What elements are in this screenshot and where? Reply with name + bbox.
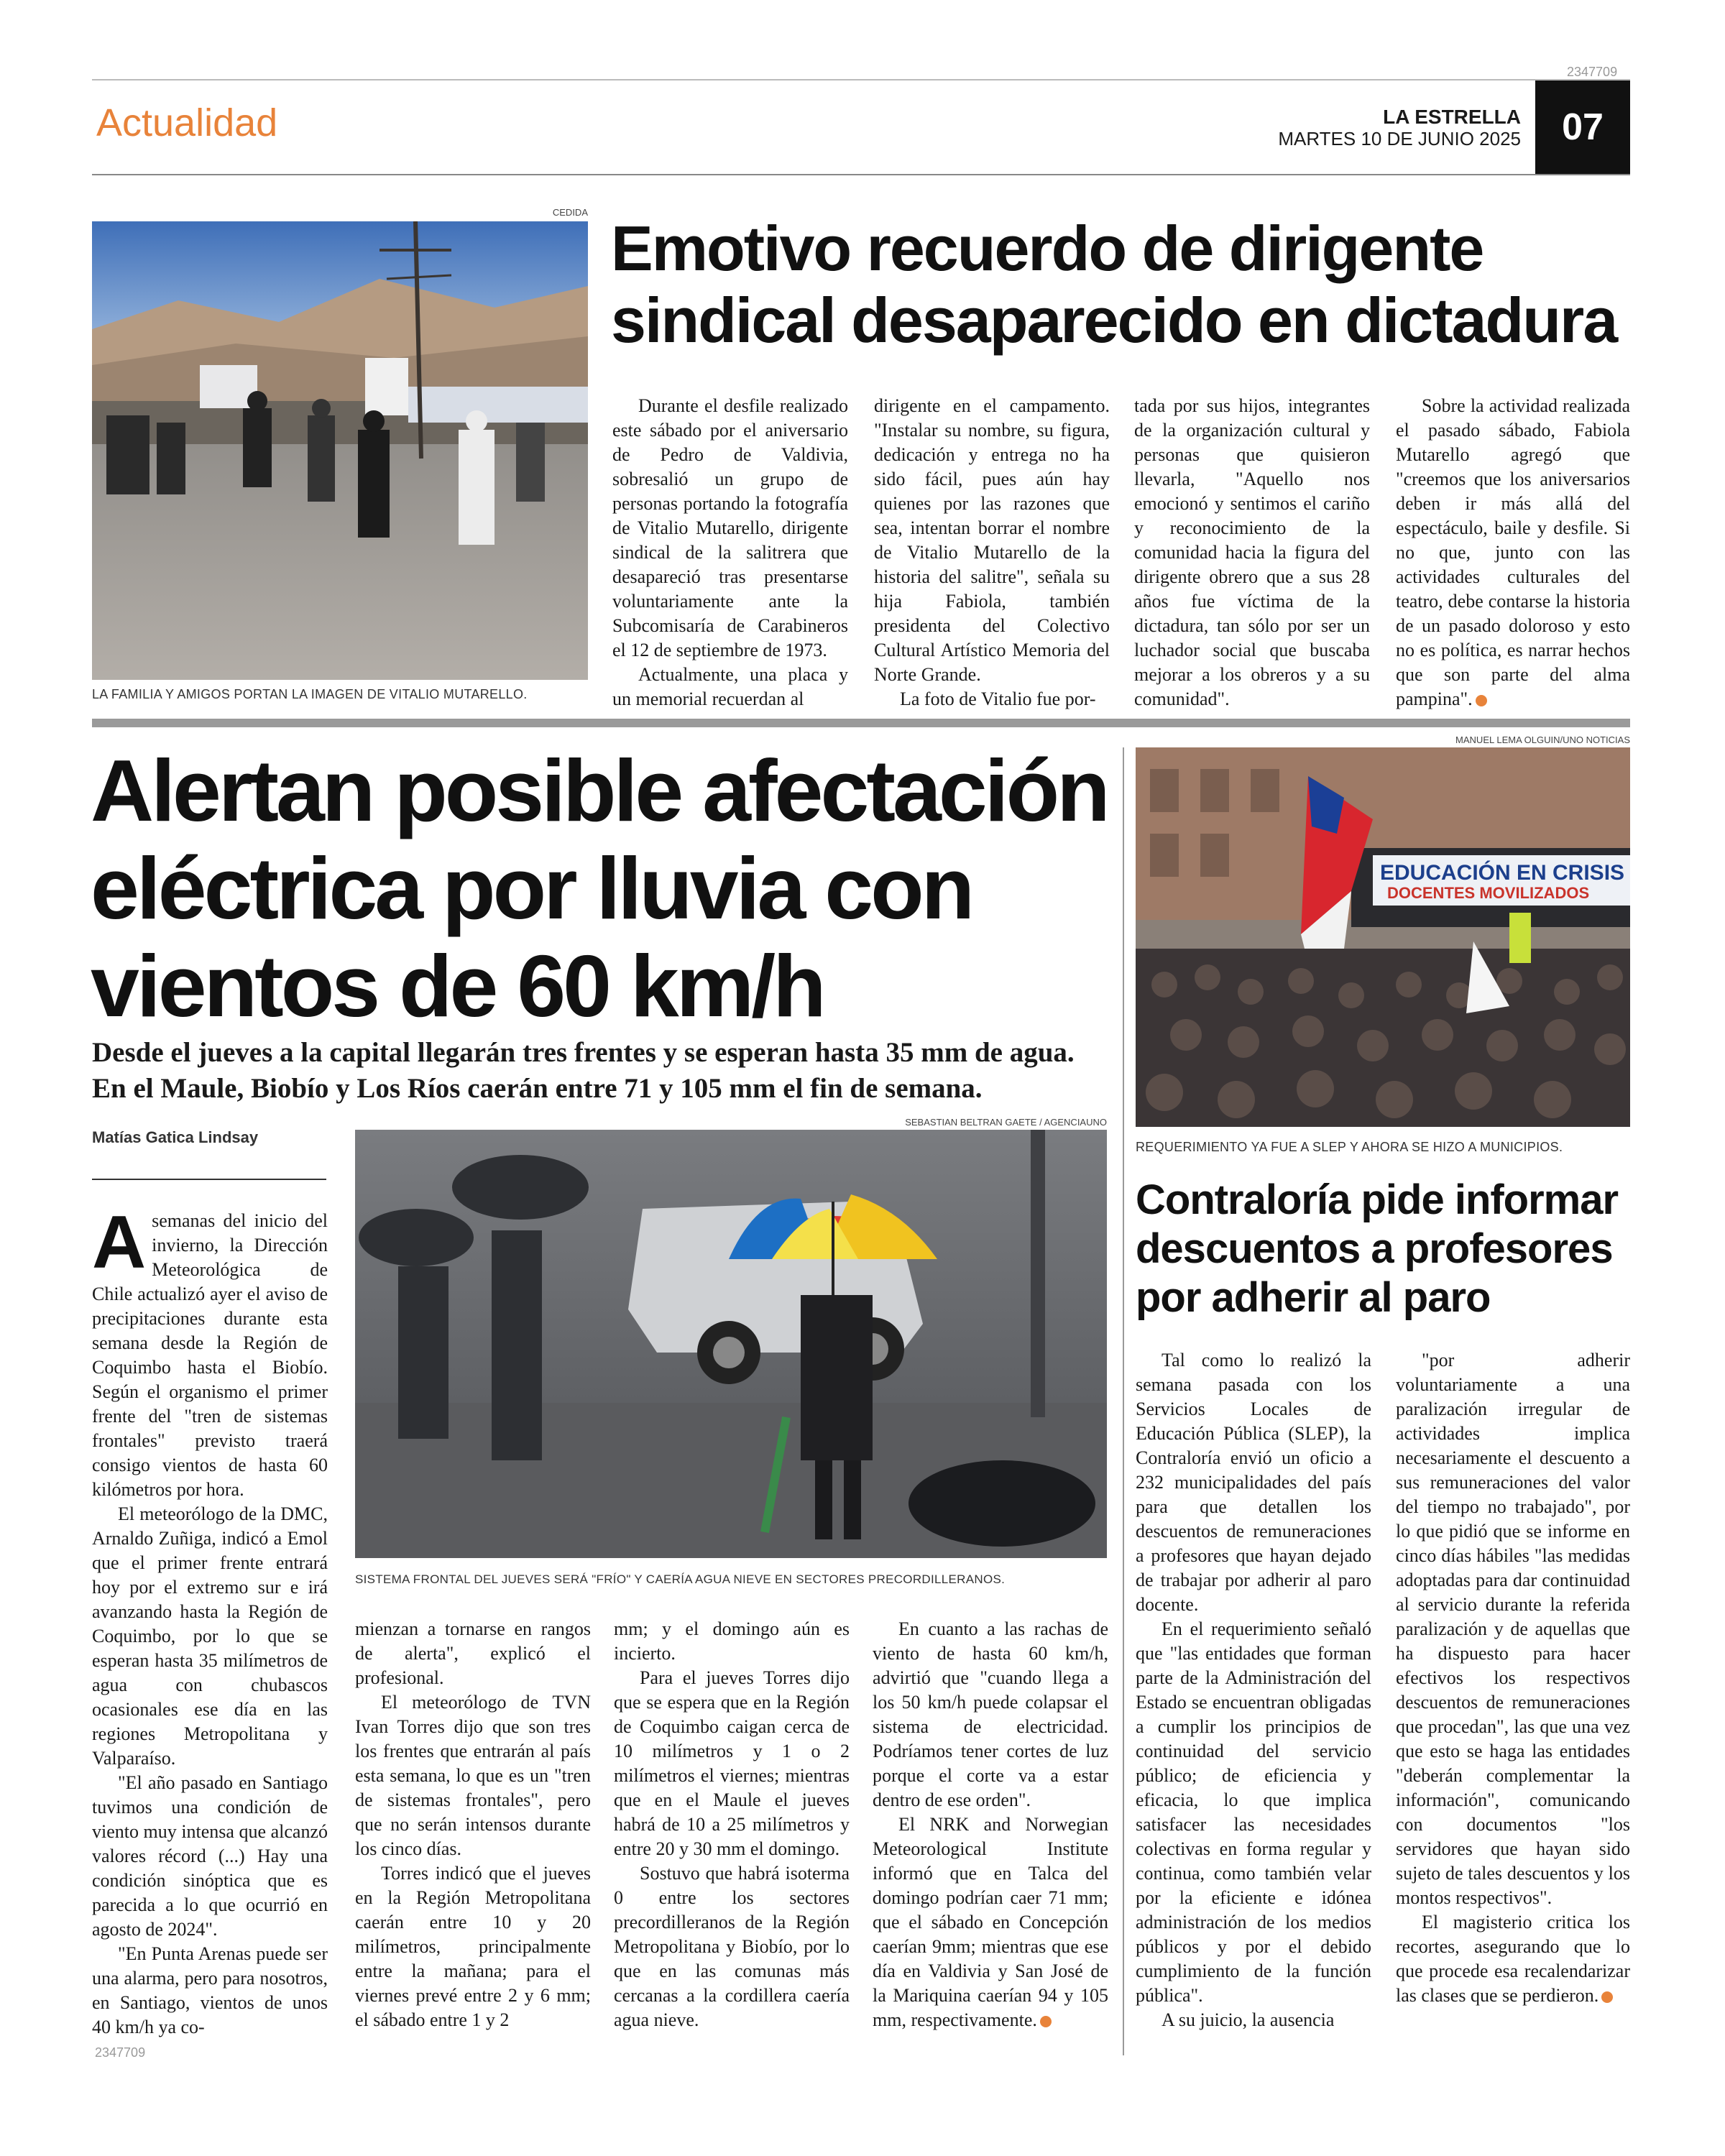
story1-photo-credit: CEDIDA <box>552 207 588 218</box>
header-top-rule <box>92 79 1630 80</box>
story2-paragraph: El meteorólogo de TVN Ivan Torres dijo que son tres los frentes que entrarán al país esta semana, lo que es un "tren de sistemas frontales", pero que no serán intensos durante los cinco días. <box>355 1692 591 1859</box>
story2-photo-credit: SEBASTIAN BELTRAN GAETE / AGENCIAUNO <box>905 1117 1107 1128</box>
story1-paragraph: La foto de Vitalio fue por- <box>900 688 1096 709</box>
story2-headline-line2: eléctrica por lluvia con <box>91 839 972 937</box>
story3-paragraph: Tal como lo realizó la semana pasada con los Servicios Locales de Educación Pública (SLEP), la Contraloría envió un oficio a 232 municipalidades del país para que detallen los descuentos de remuneraciones a profesores que hayan dejado de trabajar por adherir al paro docente. <box>1136 1350 1371 1615</box>
story3-photo <box>1136 747 1630 1127</box>
story1-headline-line2: sindical desaparecido en dictadura <box>611 285 1617 356</box>
story2-paragraph: mienzan a tornarse en rangos de alerta", explicó el profesional. <box>355 1618 591 1688</box>
banner-text-line1: EDUCACIÓN EN CRISIS <box>1380 861 1625 885</box>
story3-headline <box>1136 1176 1618 1322</box>
story2-caption: SISTEMA FRONTAL DEL JUEVES SERÁ "FRÍO" Y CAERÍA AGUA NIEVE EN SECTORES PRECORDILLERANOS. <box>355 1572 1006 1586</box>
story3-photo-credit: MANUEL LEMA OLGUIN/UNO NOTICIAS <box>1455 734 1630 745</box>
story1-column-3 <box>1134 394 1370 711</box>
story2-headline-line1: Alertan posible afectación <box>91 742 1108 839</box>
byline-rule <box>92 1179 326 1180</box>
story3-headline-line2: descuentos a profesores <box>1136 1225 1613 1272</box>
story3-headline-line3: por adherir al paro <box>1136 1274 1491 1321</box>
story1-paragraph: Actualmente, una placa y un memorial recuerdan al <box>612 664 848 709</box>
column-divider <box>1123 747 1124 2055</box>
end-mark-icon <box>1040 2016 1052 2027</box>
story2-column-3 <box>614 1617 850 2032</box>
story1-paragraph: Durante el desfile realizado este sábado por el aniversario de Pedro de Valdivia, sobresalió un grupo de personas portando la fotografía de Vitalio Mutarello, dirigente sindical de la salitrera que desapareció tras presentarse voluntariamente ante la Subcomisaría de Carabineros el 12 de septiembre de 1973. <box>612 395 848 660</box>
story1-paragraph: dirigente en el campamento. "Instalar su nombre, su figura, dedicación y entrega no ha sido fácil, pues aún hay quienes por las razones que sea, intentan borrar el nombre de Vitalio Mutarello de la historia del salitre", señala su hija Fabiola, también presidenta del Colectivo Cultural Artístico Memoria del Norte Grande. <box>874 395 1110 685</box>
story1-column-4 <box>1396 394 1630 711</box>
story3-paragraph <box>1396 1910 1630 2008</box>
story2-headline-line3: vientos de 60 km/h <box>91 937 824 1035</box>
story2-column-2 <box>355 1617 591 2032</box>
story2-paragraph-text: semanas del inicio del invierno, la Dirección Meteorológica de Chile actualizó ayer el aviso de precipitaciones durante esta semana desde la Región de Coquimbo hasta el Biobío. Según el organismo el primer frente del "tren de sistemas frontales" previsto traerá consigo vientos de hasta 60 kilómetros por hora. <box>92 1210 328 1500</box>
story2-paragraph: "El año pasado en Santiago tuvimos una condición de viento muy intensa que alcanzó valores récord (...) Hay una condición sinóptica que es parecida a lo que ocurrió en agosto de 2024". <box>92 1772 328 1940</box>
story2-paragraph: El meteorólogo de la DMC, Arnaldo Zuñiga, indicó a Emol que el primer frente entrará hoy por el extremo sur e irá avanzando hasta la Región de Coquimbo, por lo que se esperan hasta 35 milímetros de agua con chubascos ocasionales ese día en las regiones Metropolitana y Valparaíso. <box>92 1503 328 1769</box>
story1-column-2 <box>874 394 1110 711</box>
story2-paragraph: "En Punta Arenas puede ser una alarma, pero para nosotros, en Santiago, vientos de unos 40 km/h ya co- <box>92 1943 328 2037</box>
newspaper-name: LA ESTRELLA <box>1383 106 1521 128</box>
page-id-top: 2347709 <box>1567 65 1618 79</box>
story2-paragraph: mm; y el domingo aún es incierto. <box>614 1618 850 1664</box>
banner-text-line2: DOCENTES MOVILIZADOS <box>1387 884 1590 902</box>
story2-subhead: Desde el jueves a la capital llegarán tres frentes y se esperan hasta 35 mm de agua. En el Maule, Biobío y Los Ríos caerán entre 71 y 105 mm el fin de semana. <box>92 1037 1075 1104</box>
page-id-bottom: 2347709 <box>95 2045 146 2060</box>
story2-photo <box>355 1130 1107 1558</box>
story2-paragraph <box>92 1201 328 1502</box>
story3-column-1 <box>1136 1348 1371 2032</box>
page-number: 07 <box>1535 80 1630 174</box>
story2-paragraph <box>873 1812 1108 2032</box>
story-divider <box>92 719 1630 727</box>
section-title: Actualidad <box>96 101 278 144</box>
story3-paragraph: En el requerimiento señaló que "las entidades que forman parte de la Administración del Estado se encuentran obligadas a cumplir los principios de continuidad del servicio público; de eficiencia y eficacia, lo que implica satisfacer las necesidades colectivas en forma regular y continua, como también velar por la eficiente e idónea administración de los medios públicos y por el debido cumplimiento de la función pública". <box>1136 1618 1371 2006</box>
story1-paragraph <box>1396 394 1630 711</box>
story2-column-4 <box>873 1617 1108 2032</box>
story3-paragraph: A su juicio, la ausencia <box>1162 2009 1335 2030</box>
story1-headline-line1: Emotivo recuerdo de dirigente <box>611 213 1484 284</box>
story2-headline <box>91 742 1108 1035</box>
story3-paragraph: "por adherir voluntariamente a una paralización irregular de actividades implica necesariamente el descuento a sus remuneraciones del valor del tiempo no trabajado", por lo que pidió que se informe en cinco días hábiles "las medidas adoptadas para dar continuidad al servicio durante la referida paralización y de aquellas que ha dispuesto para hacer efectivos los respectivos descuentos de remuneraciones que procedan", las que una vez que esto se haga las entidades "deberán complementar la información", comunicando con documentos "los servidores que hayan sido sujeto de tales descuentos y los montos respectivos". <box>1396 1350 1630 1908</box>
story3-headline-line1: Contraloría pide informar <box>1136 1176 1619 1223</box>
story1-column-1 <box>612 394 848 711</box>
story2-paragraph: Torres indicó que el jueves en la Región Metropolitana caerán entre 10 y 20 milímetros, principalmente entre la mañana; para el viernes prevé entre 2 y 6 mm; el sábado entre 1 y 2 <box>355 1863 591 2030</box>
drop-cap: A <box>92 1201 147 1284</box>
story2-column-1 <box>92 1201 328 2040</box>
story2-paragraph: Sostuvo que habrá isoterma 0 entre los sectores precordilleranos de la Región Metropolitana y Biobío, por lo que en las comunas más cercanas a la cordillera caería agua nieve. <box>614 1863 850 2030</box>
end-mark-icon <box>1601 1991 1613 2003</box>
story2-paragraph: Para el jueves Torres dijo que se espera que en la Región de Coquimbo caigan cerca de 10 milímetros y 1 o 2 milímetros el viernes; mientras que en el Maule el jueves habrá de 10 a 25 milímetros y entre 20 y 30 mm el domingo. <box>614 1667 850 1859</box>
issue-date: MARTES 10 DE JUNIO 2025 <box>1278 128 1521 149</box>
story1-photo <box>92 221 588 680</box>
story1-headline <box>611 213 1616 356</box>
story1-caption: LA FAMILIA Y AMIGOS PORTAN LA IMAGEN DE VITALIO MUTARELLO. <box>92 687 528 701</box>
story1-paragraph: tada por sus hijos, integrantes de la organización cultural y personas que quisieron llevarla, "Aquello nos emocionó y sentimos el cariño y reconocimiento de la comunidad hacia la figura del dirigente obrero que a sus 28 años fue víctima de la dictadura, tan sólo por ser un luchador social que buscaba mejorar a los obreros y a su comunidad". <box>1134 395 1370 709</box>
story3-caption: REQUERIMIENTO YA FUE A SLEP Y AHORA SE HIZO A MUNICIPIOS. <box>1136 1140 1563 1154</box>
header-bottom-rule <box>92 174 1630 175</box>
story3-paragraph-text: El magisterio critica los recortes, asegurando que lo que procede esa recalendarizar las clases que se perdieron. <box>1396 1912 1630 2006</box>
story2-paragraph-text: El NRK and Norwegian Meteorological Institute informó que en Talca del domingo podrían caer 71 mm; que el sábado en Concepción caerían 9mm; mientras que ese día en Valdivia y San José de la Mariquina caerían 94 y 105 mm, respectivamente. <box>873 1814 1108 2030</box>
story1-paragraph-text: Sobre la actividad realizada el pasado sábado, Fabiola Mutarello agregó que "creemos que los aniversarios deben ir más allá del espectáculo, baile y desfile. Si no que, junto con las actividades culturales del teatro, debe contarse la historia de un pasado doloroso y esto no es política, es narrar hechos que son parte del alma pampina". <box>1396 395 1630 709</box>
story2-paragraph: En cuanto a las rachas de viento de hasta 60 km/h, advirtió que "cuando llega a los 50 km/h puede colapsar el sistema de electricidad. Podríamos tener cortes de luz porque el corte va a estar dentro de ese orden". <box>873 1618 1108 1810</box>
story3-column-2 <box>1396 1348 1630 2008</box>
story2-byline: Matías Gatica Lindsay <box>92 1128 259 1146</box>
end-mark-icon <box>1476 695 1487 706</box>
